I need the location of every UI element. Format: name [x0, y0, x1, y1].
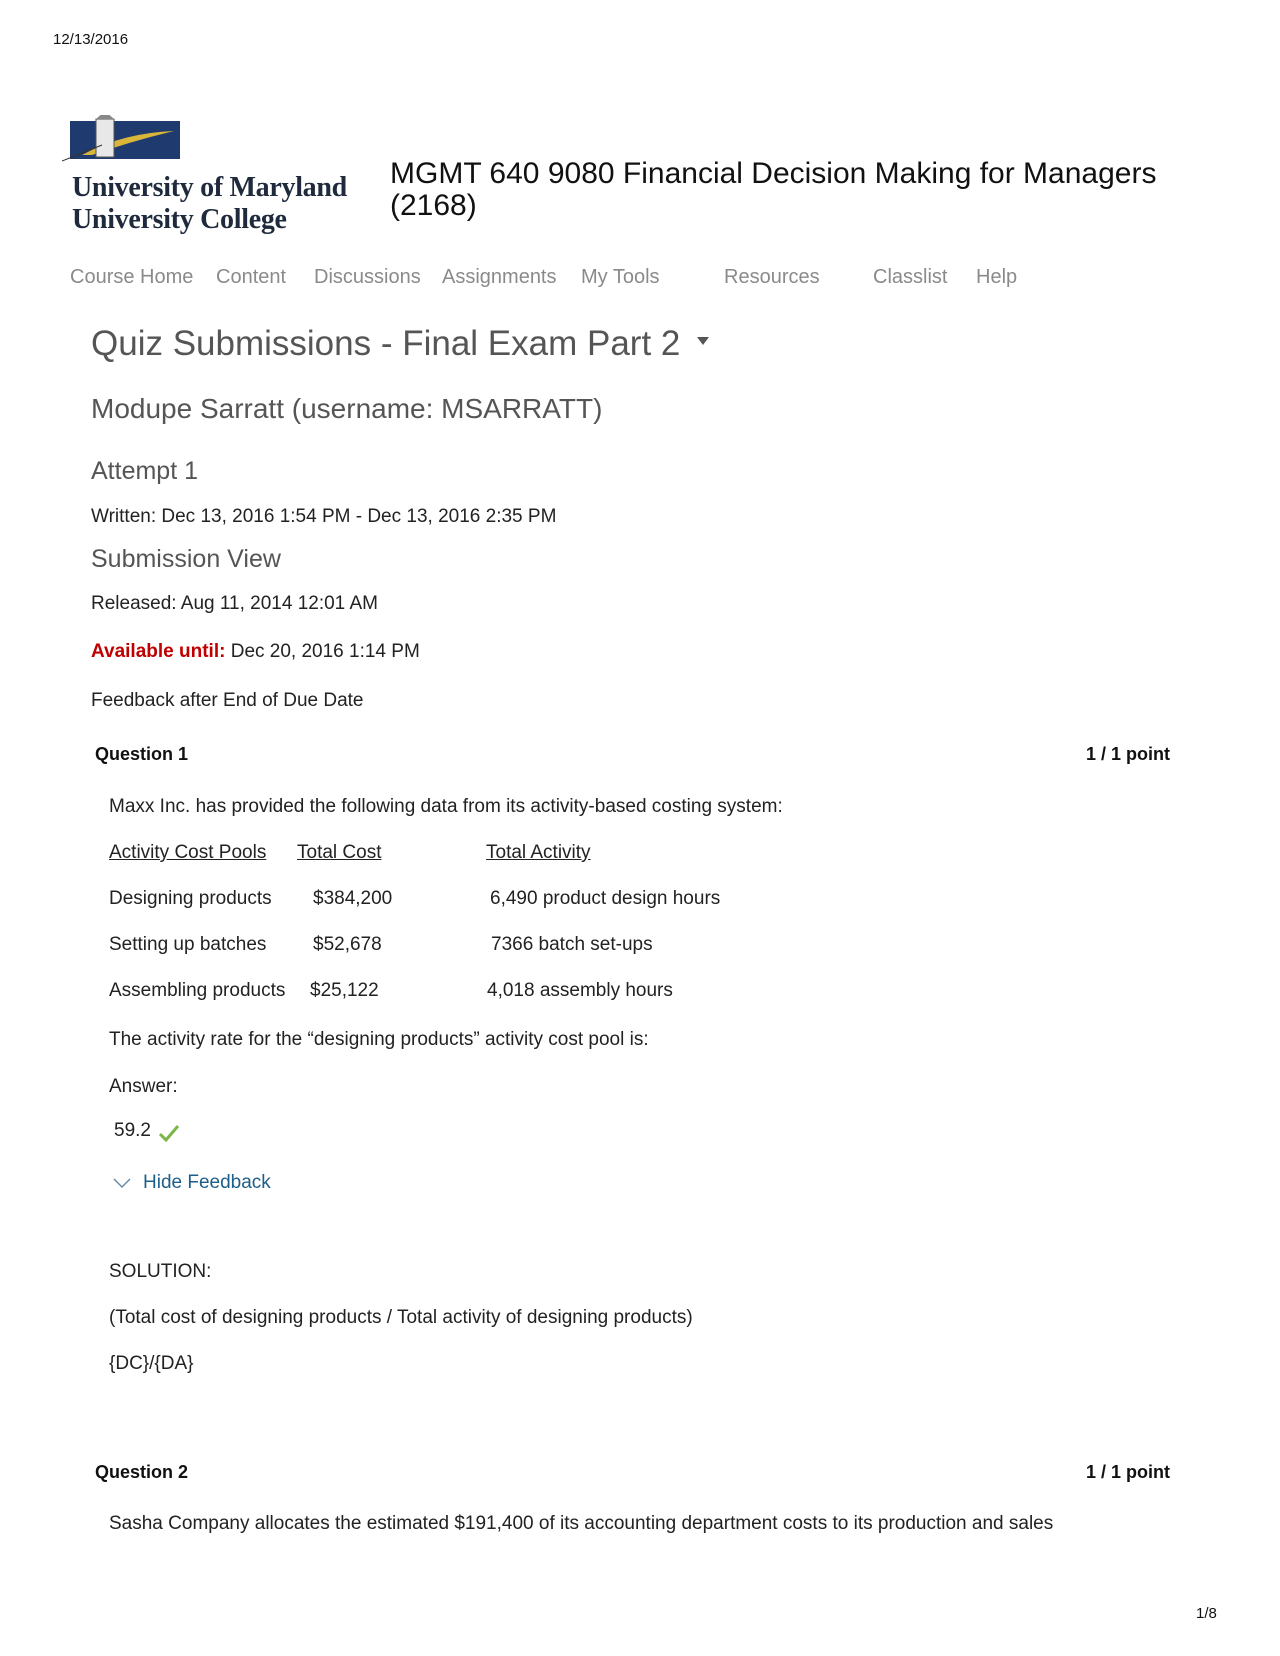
table-cell: $384,200 [313, 888, 393, 909]
page-number: 1/8 [1196, 1605, 1217, 1622]
attempt-heading: Attempt 1 [91, 457, 198, 485]
nav-content[interactable]: Content [216, 266, 287, 288]
logo-line-2: University College [72, 204, 287, 235]
released-date: Released: Aug 11, 2014 12:01 AM [91, 593, 378, 614]
solution-line-2: {DC}/{DA} [109, 1353, 194, 1374]
submission-view-heading: Submission View [91, 545, 281, 573]
hide-feedback-link[interactable] [113, 1172, 271, 1194]
nav-resources[interactable]: Resources [724, 266, 820, 288]
logo-text [72, 172, 347, 236]
nav-discussions[interactable]: Discussions [314, 266, 421, 288]
chevron-down-icon [113, 1177, 131, 1189]
solution-line-1: (Total cost of designing products / Total activity of designing products) [109, 1307, 693, 1328]
written-dates: Written: Dec 13, 2016 1:54 PM - Dec 13, 2016 2:35 PM [91, 506, 557, 527]
nav-help[interactable]: Help [976, 266, 1018, 288]
question-2-label: Question 2 [95, 1462, 189, 1482]
question-2-points: 1 / 1 point [1085, 1462, 1170, 1482]
logo-line-1: University of Maryland [72, 172, 347, 203]
question-1-intro: Maxx Inc. has provided the following data from its activity-based costing system: [109, 796, 783, 817]
quiz-title: Quiz Submissions - Final Exam Part 2 [91, 324, 681, 363]
table-cell: 6,490 product design hours [490, 888, 721, 909]
question-1-label: Question 1 [95, 744, 189, 764]
correct-check-icon [158, 1124, 180, 1142]
hide-feedback-label: Hide Feedback [143, 1172, 271, 1193]
table-header-pools: Activity Cost Pools [109, 842, 267, 863]
table-cell: Designing products [109, 888, 272, 909]
table-header-activity: Total Activity [486, 842, 591, 863]
nav-course-home[interactable]: Course Home [70, 266, 194, 288]
answer-value: 59.2 [114, 1120, 151, 1141]
answer-label: Answer: [109, 1076, 178, 1097]
table-header-cost: Total Cost [297, 842, 382, 863]
nav-classlist[interactable]: Classlist [873, 266, 948, 288]
available-until [91, 641, 420, 663]
solution-title: SOLUTION: [109, 1261, 212, 1282]
print-date: 12/13/2016 [53, 31, 129, 48]
question-1-points: 1 / 1 point [1085, 744, 1170, 764]
nav-my-tools[interactable]: My Tools [581, 266, 660, 288]
table-cell: Setting up batches [109, 934, 267, 955]
available-until-label: Available until: [91, 641, 226, 662]
table-cell: $52,678 [313, 934, 382, 955]
question-2-text: Sasha Company allocates the estimated $191,400 of its accounting department costs to its production and sales [109, 1513, 1054, 1534]
student-name: Modupe Sarratt (username: MSARRATT) [91, 393, 603, 424]
table-cell: Assembling products [109, 980, 286, 1001]
table-cell: 4,018 assembly hours [487, 980, 673, 1001]
available-until-value: Dec 20, 2016 1:14 PM [230, 641, 420, 662]
cost-pool-table [109, 842, 809, 1012]
question-1-prompt: The activity rate for the “designing products” activity cost pool is: [109, 1029, 649, 1050]
feedback-policy: Feedback after End of Due Date [91, 690, 364, 711]
nav-assignments[interactable]: Assignments [442, 266, 557, 288]
course-title: MGMT 640 9080 Financial Decision Making for Managers (2168) [390, 157, 1157, 222]
quiz-menu-caret-icon[interactable] [697, 337, 709, 345]
table-cell: 7366 batch set-ups [491, 934, 653, 955]
table-cell: $25,122 [310, 980, 379, 1001]
